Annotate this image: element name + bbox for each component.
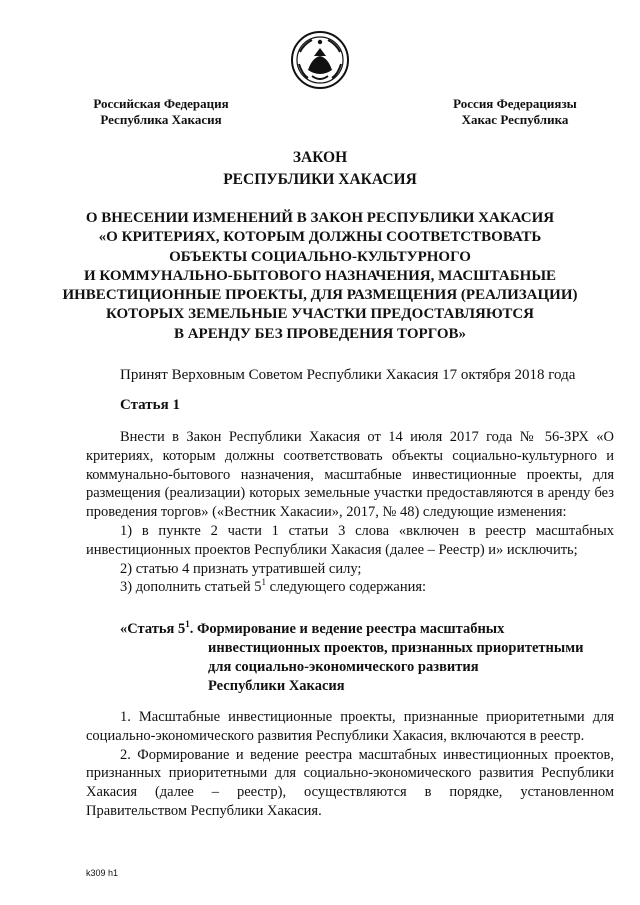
new-article-paragraph-2: 2. Формирование и ведение реестра масштабных инвестиционных проектов, признанных приоритетными для социально-экономического развития Республики Хакасия (далее – реестр), осуществляются в порядке, установленном Правительством Республики Хакасия. xyxy=(86,746,614,819)
subject-line: В АРЕНДУ БЕЗ ПРОВЕДЕНИЯ ТОРГОВ» xyxy=(173,325,467,342)
adoption-note: Принят Верховным Советом Республики Хакасия 17 октября 2018 года xyxy=(120,367,576,383)
subject-line: И КОММУНАЛЬНО-БЫТОВОГО НАЗНАЧЕНИЯ, МАСШТАБНЫЕ xyxy=(83,267,557,284)
subject-line: КОТОРЫХ ЗЕМЕЛЬНЫЕ УЧАСТКИ ПРЕДОСТАВЛЯЮТСЯ xyxy=(105,306,535,323)
new-article-prefix: «Статья 5 xyxy=(120,621,186,637)
new-article-title-line1: . Формирование и ведение реестра масштабных xyxy=(189,621,505,637)
document-code: k309 h1 xyxy=(86,868,119,878)
item-3-text-end: следующего содержания: xyxy=(266,579,427,596)
article-1-heading: Статья 1 xyxy=(120,397,180,413)
new-article-superscript: 1 xyxy=(185,619,190,630)
header-right xyxy=(440,96,590,128)
header-left-line2: Республика Хакасия xyxy=(100,112,222,127)
new-article-title-line3: для социально-экономического развития xyxy=(208,659,479,675)
new-article-heading xyxy=(120,620,620,696)
amendment-item-1: 1) в пункте 2 части 1 статьи 3 слова «включен в реестр масштабных инвестиционных проектов Республики Хакасия (далее – Реестр) и» исключить; xyxy=(86,522,614,558)
article-1-body xyxy=(86,428,614,597)
amendment-item-3 xyxy=(86,578,614,597)
subject-line: ОБЪЕКТЫ СОЦИАЛЬНО-КУЛЬТУРНОГО xyxy=(169,248,471,265)
new-article-paragraph-1: 1. Масштабные инвестиционные проекты, признанные приоритетными для социально-экономического развития Республики Хакасия, включаются в реестр. xyxy=(86,709,614,744)
item-3-text: 3) дополнить статьей 5 xyxy=(120,579,262,596)
item-3-superscript: 1 xyxy=(261,577,267,588)
new-article-title-line4: Республики Хакасия xyxy=(208,678,345,694)
header-left xyxy=(86,96,236,128)
law-subject xyxy=(40,209,600,344)
article-1-intro: Внести в Закон Республики Хакасия от 14 июля 2017 года № 56-ЗРХ «О критериях, которым должны соответствовать объекты социально-культурного и коммунально-бытового назначения, масштабные инвестиционные проекты, для размещения (реализации) которых земельные участки предоставляются в аренду без проведения торгов» («Вестник Хакасии», 2017, № 48) следующие изменения: xyxy=(86,429,614,521)
subject-line: О ВНЕСЕНИИ ИЗМЕНЕНИЙ В ЗАКОН РЕСПУБЛИКИ ХАКАСИЯ xyxy=(85,210,555,226)
header-right-line1: Россия Федерациязы xyxy=(453,96,577,111)
law-republic-title: РЕСПУБЛИКИ ХАКАСИЯ xyxy=(223,171,417,188)
coat-of-arms-emblem xyxy=(290,30,350,90)
new-article-body xyxy=(86,708,614,821)
new-article-title-line2: инвестиционных проектов, признанных приоритетными xyxy=(208,640,584,656)
amendment-item-2: 2) статью 4 признать утратившей силу; xyxy=(120,560,362,577)
header-left-line1: Российская Федерация xyxy=(93,96,229,111)
subject-line: «О КРИТЕРИЯХ, КОТОРЫМ ДОЛЖНЫ СООТВЕТСТВОВАТЬ xyxy=(98,229,542,246)
law-title: ЗАКОН xyxy=(292,149,348,166)
header-right-line2: Хакас Республика xyxy=(461,112,569,127)
subject-line: ИНВЕСТИЦИОННЫЕ ПРОЕКТЫ, ДЛЯ РАЗМЕЩЕНИЯ (РЕАЛИЗАЦИИ) xyxy=(62,287,578,304)
